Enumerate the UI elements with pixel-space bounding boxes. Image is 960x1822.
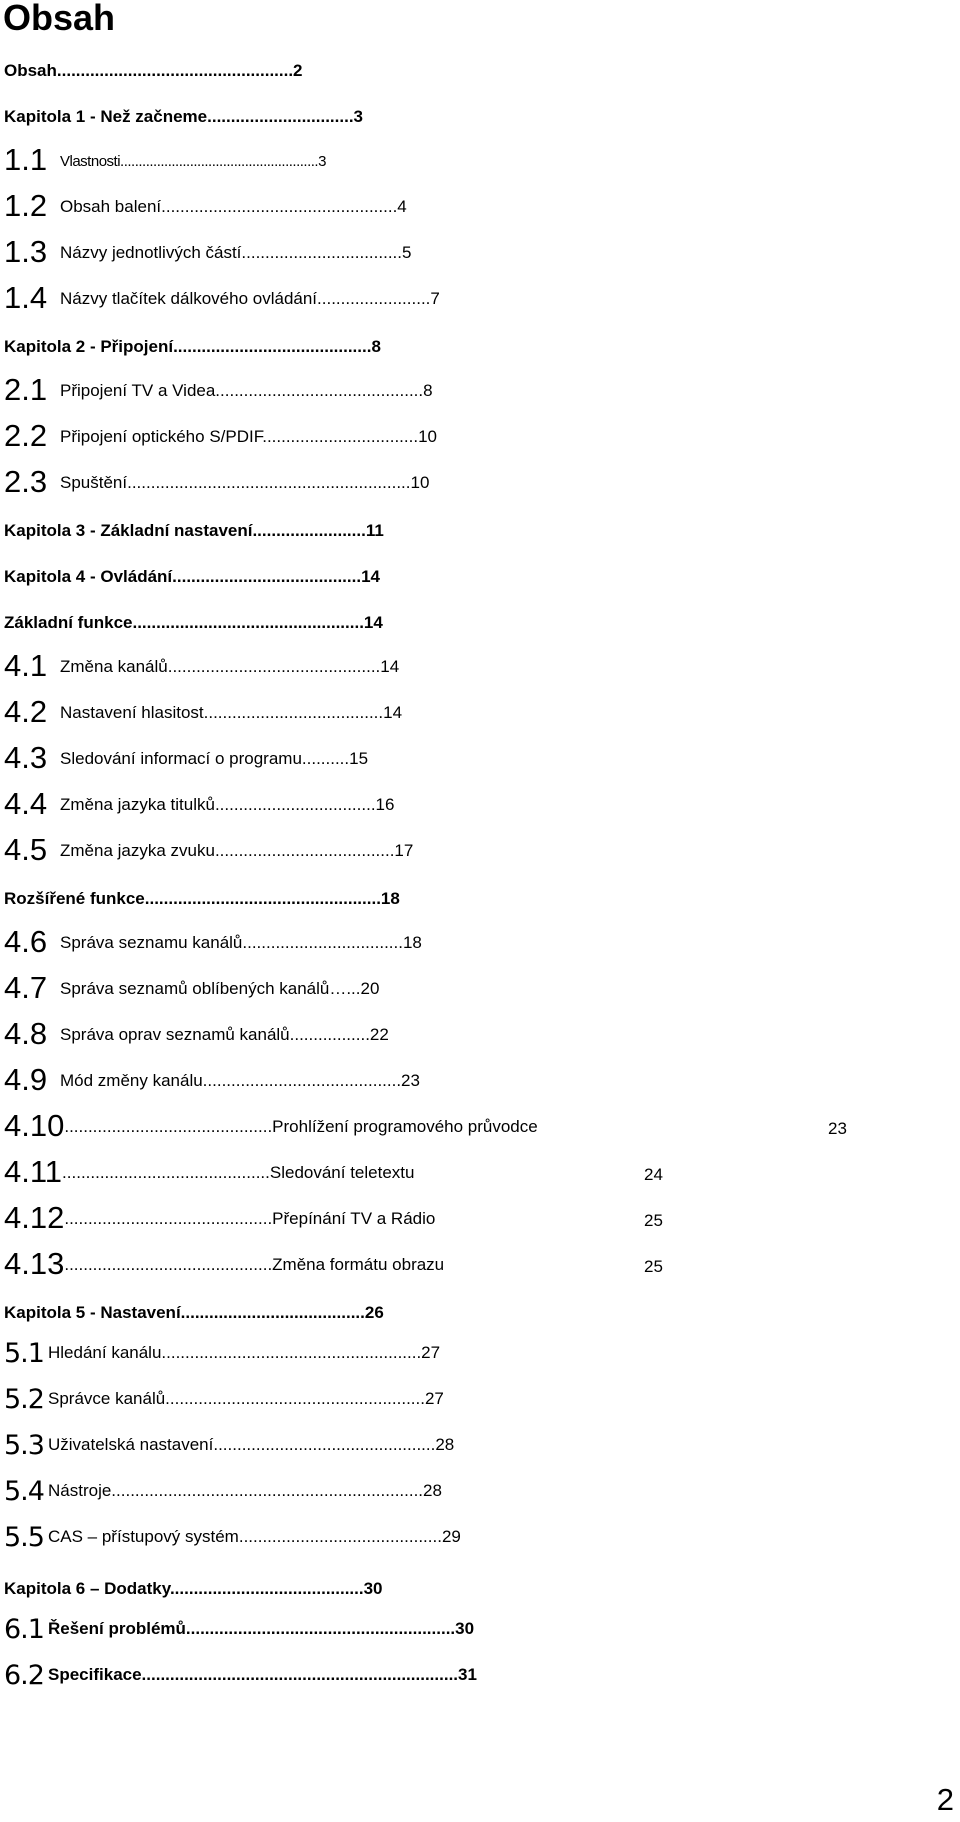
toc-entry[interactable]: 1.3 Názvy jednotlivých částí..................................5: [4, 234, 412, 269]
toc-entry[interactable]: 4.1 Změna kanálů.............................................14: [4, 648, 400, 683]
toc-page-number: 25: [644, 1211, 663, 1230]
toc-entry[interactable]: 4.2 Nastavení hlasitost......................................14: [4, 694, 403, 729]
toc-entry[interactable]: 4.8 Správa oprav seznamů kanálů.................22: [4, 1016, 389, 1051]
toc-entry[interactable]: Kapitola 1 - Než začneme...............................3: [4, 107, 363, 126]
toc-page-number: 23: [828, 1119, 847, 1138]
toc-entry[interactable]: Obsah..................................................2: [4, 61, 303, 80]
toc-entry[interactable]: 5.1 Hledání kanálu.......................................................27: [4, 1338, 441, 1369]
toc-entry[interactable]: 4.11............................................Sledování teletextu: [4, 1154, 415, 1189]
toc-entry[interactable]: 1.2 Obsah balení..................................................4: [4, 188, 407, 223]
toc-entry[interactable]: 6.1 Řešení problémů.........................................................30: [4, 1614, 475, 1645]
toc-entry[interactable]: 4.12............................................Přepínání TV a Rádio: [4, 1200, 436, 1235]
toc-entry[interactable]: 2.2 Připojení optického S/PDIF.................................10: [4, 418, 437, 453]
toc-entry[interactable]: 4.7 Správa seznamů oblíbených kanálů…...20: [4, 970, 380, 1005]
toc-entry[interactable]: 5.4 Nástroje..................................................................28: [4, 1476, 442, 1507]
toc-entry[interactable]: 5.2 Správce kanálů.......................................................27: [4, 1384, 444, 1415]
toc-entry[interactable]: Kapitola 3 - Základní nastavení........................11: [4, 521, 384, 540]
toc-entry[interactable]: 2.3 Spuštění............................................................10: [4, 464, 430, 499]
toc-entry[interactable]: Základní funkce.................................................14: [4, 613, 383, 632]
toc-page-number: 25: [644, 1257, 663, 1276]
toc-entry[interactable]: 6.2 Specifikace...................................................................31: [4, 1660, 477, 1691]
toc-entry[interactable]: 4.3 Sledování informací o programu..........15: [4, 740, 369, 775]
toc-entry[interactable]: Kapitola 2 - Připojení..........................................8: [4, 337, 381, 356]
toc-entry[interactable]: 4.13............................................Změna formátu obrazu: [4, 1246, 445, 1281]
toc-entry[interactable]: 1.1 Vlastnosti......................................................3: [4, 142, 326, 177]
toc-entry[interactable]: 1.4 Názvy tlačítek dálkového ovládání........................7: [4, 280, 440, 315]
toc-entry[interactable]: 4.4 Změna jazyka titulků..................................16: [4, 786, 395, 821]
page-number: 2: [936, 1782, 954, 1817]
toc-entry[interactable]: 2.1 Připojení TV a Videa............................................8: [4, 372, 433, 407]
toc-entry[interactable]: 4.10............................................Prohlížení programového průvodce: [4, 1108, 538, 1143]
page-title: Obsah: [3, 0, 116, 38]
toc-entry[interactable]: 4.5 Změna jazyka zvuku......................................17: [4, 832, 414, 867]
toc-entry[interactable]: Rozšířené funkce..................................................18: [4, 889, 400, 908]
toc-entry[interactable]: 4.9 Mód změny kanálu..........................................23: [4, 1062, 420, 1097]
toc-page-number: 24: [644, 1165, 663, 1184]
toc-entry[interactable]: Kapitola 4 - Ovládání........................................14: [4, 567, 380, 586]
toc-entry[interactable]: Kapitola 6 – Dodatky.........................................30: [4, 1579, 383, 1598]
toc-entry[interactable]: 5.5 CAS – přístupový systém...........................................29: [4, 1522, 461, 1553]
toc-entry[interactable]: 5.3 Uživatelská nastavení...............................................28: [4, 1430, 455, 1461]
toc-entry[interactable]: Kapitola 5 - Nastavení.......................................26: [4, 1303, 384, 1322]
toc-entry[interactable]: 4.6 Správa seznamu kanálů..................................18: [4, 924, 422, 959]
